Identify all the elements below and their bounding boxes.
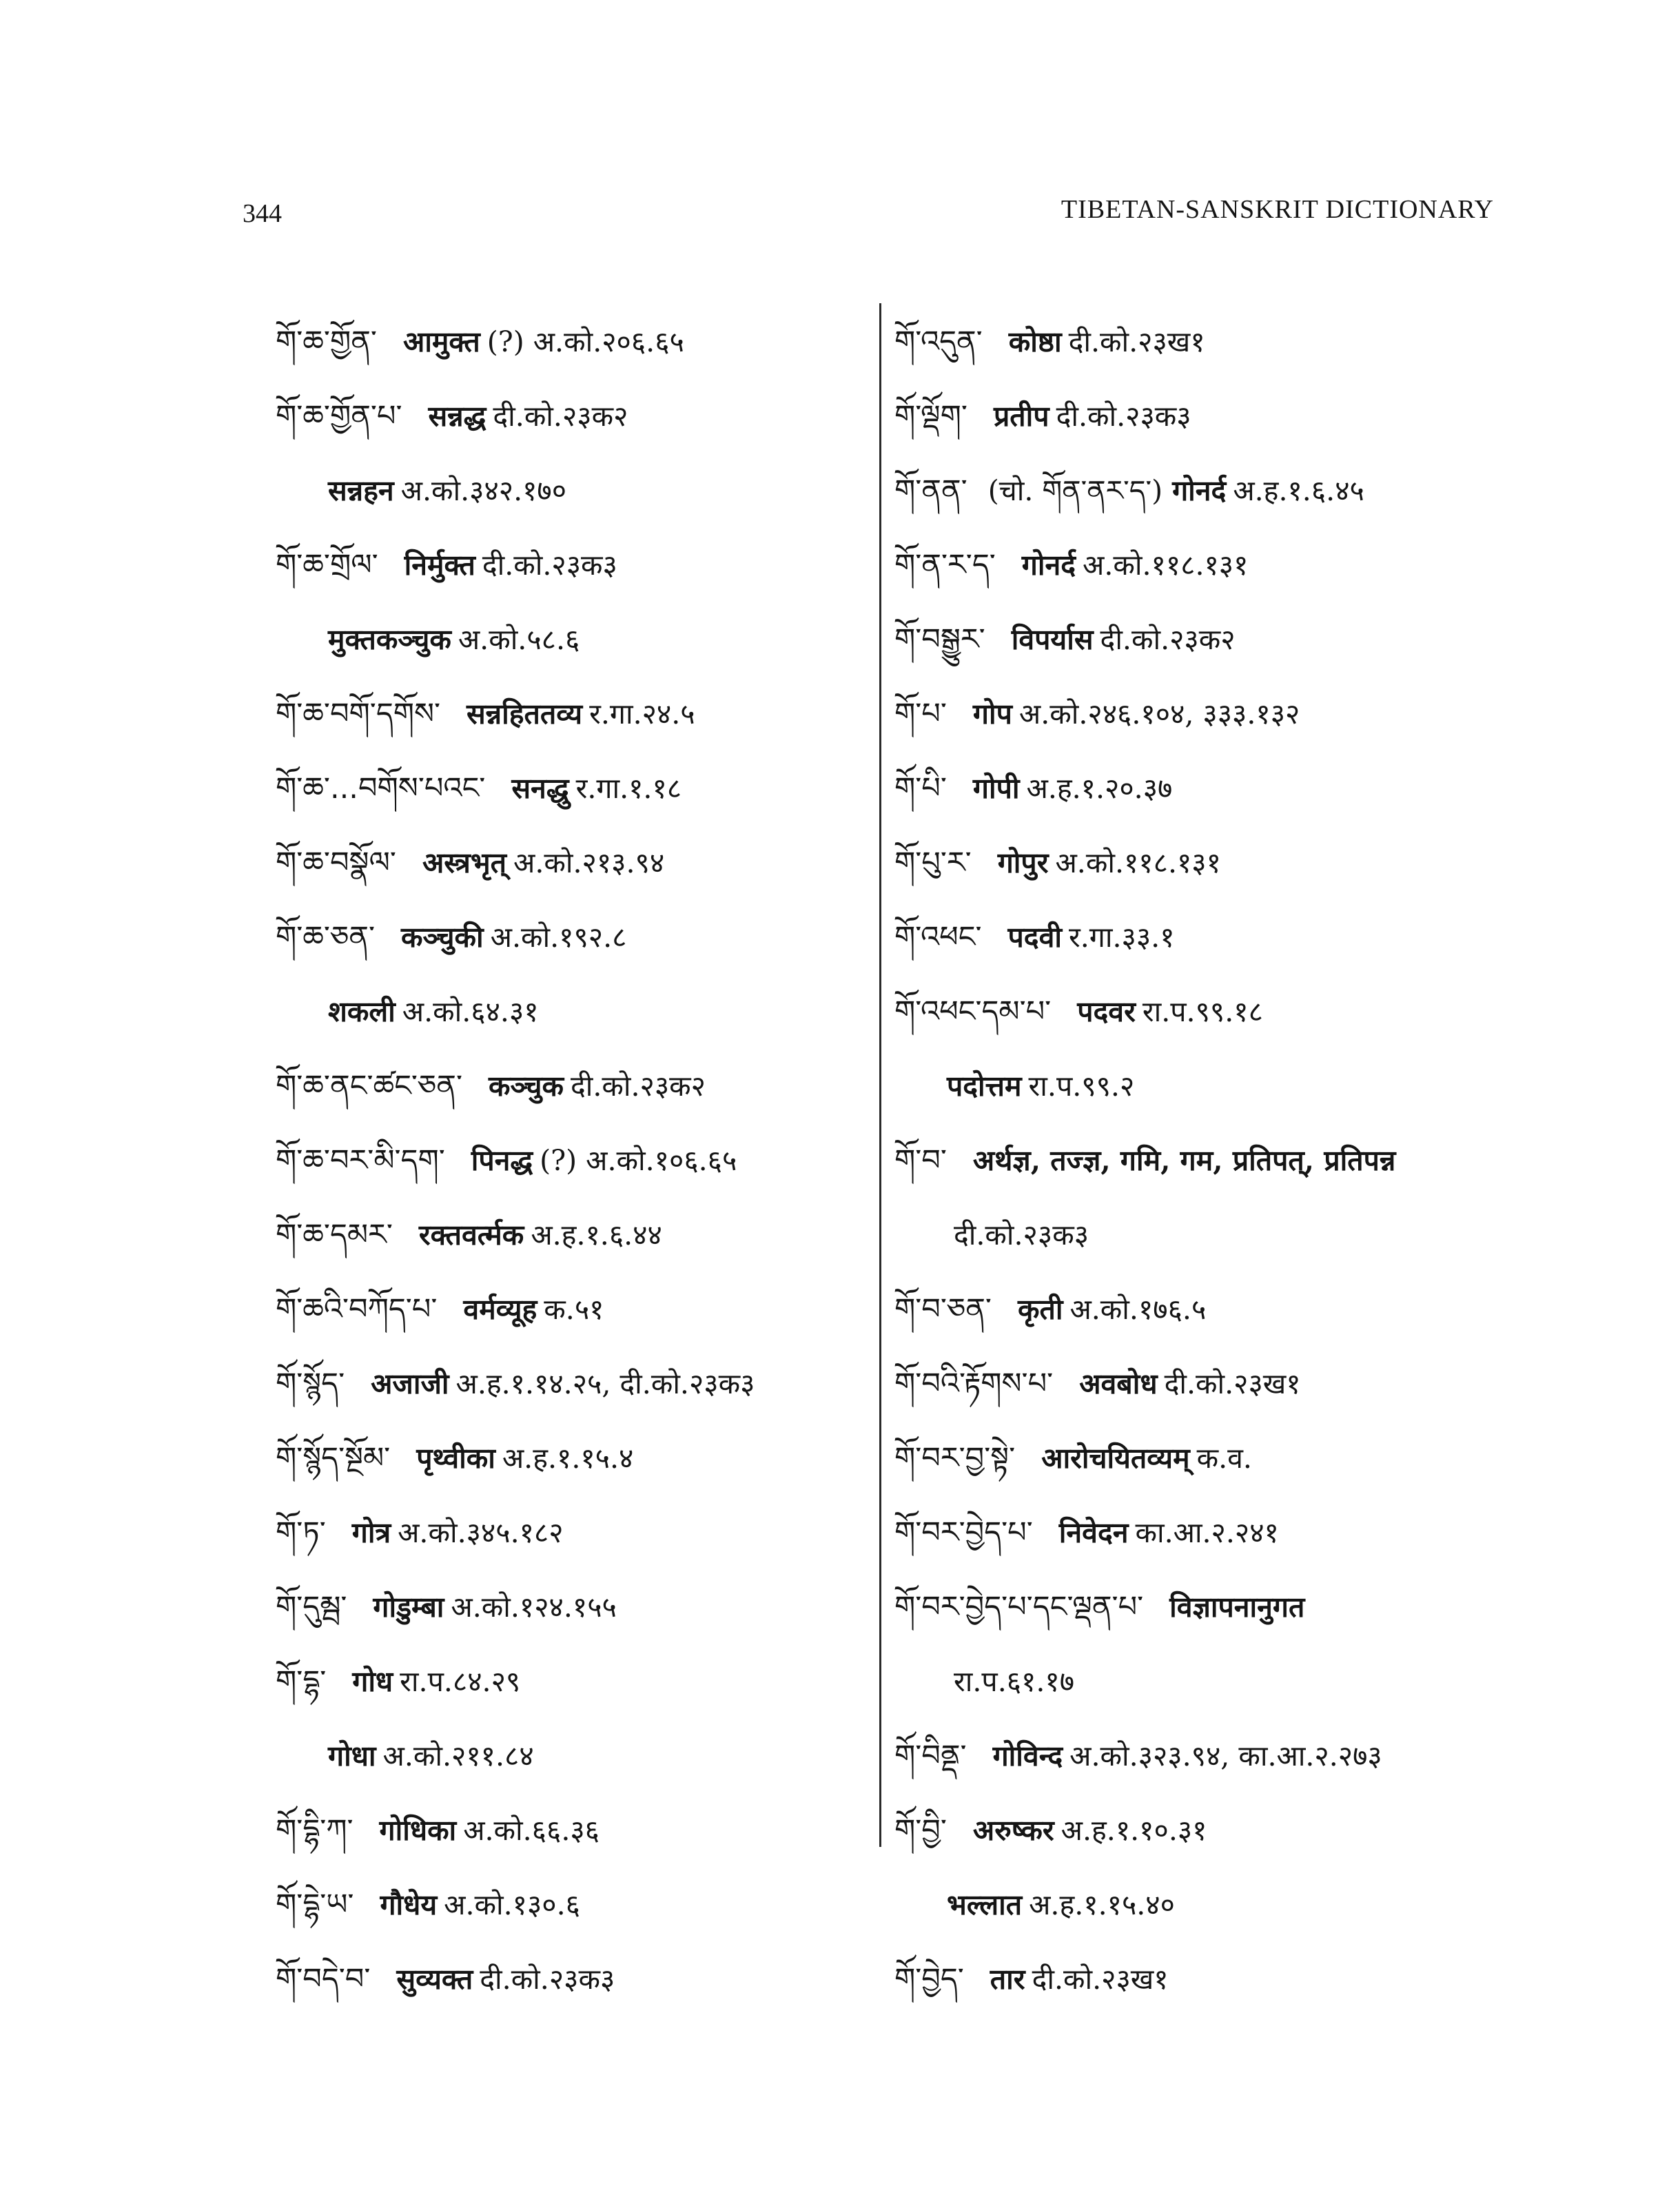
entry-continuation — [894, 1644, 1515, 1719]
sanskrit-equivalent: गोधिका — [379, 1814, 457, 1847]
dictionary-entry — [276, 1942, 854, 2016]
dictionary-entry — [894, 1272, 1515, 1347]
sanskrit-equivalent: निर्मुक्त — [404, 549, 475, 582]
source-reference: अ.को.११८.१३१ — [1083, 549, 1249, 582]
source-reference: रा.प.९९.१८ — [1142, 995, 1263, 1028]
dictionary-entry — [276, 751, 854, 826]
dictionary-entry — [276, 1644, 854, 1719]
tibetan-headword: གོ་འཕང་ — [894, 920, 982, 954]
sanskrit-equivalent: आमुक्त — [402, 325, 480, 358]
tibetan-headword: གོ་འཕང་དམ་པ་ — [894, 994, 1052, 1029]
source-reference: र.गा.१.१८ — [575, 772, 682, 805]
sanskrit-equivalent: कञ्चुकी — [401, 921, 484, 954]
tibetan-headword: གོ་པི་ — [894, 771, 947, 806]
sanskrit-equivalent: अस्त्रभृत् — [422, 846, 507, 879]
column-divider — [879, 303, 881, 1847]
sanskrit-equivalent: पदवी — [1007, 921, 1062, 954]
sanskrit-equivalent: गोत्र — [351, 1516, 391, 1549]
sanskrit-equivalent: अवबोध — [1079, 1367, 1158, 1400]
tibetan-headword: གོ་དྷ་ — [276, 1664, 327, 1699]
source-reference: दी.को.२३ख१ — [1032, 1963, 1169, 1996]
entry-note: (चो. གོན་ནར་ད་) — [987, 474, 1163, 507]
source-reference: अ.को.२४६.१०४, ३३३.१३२ — [1018, 697, 1300, 730]
tibetan-headword: གོ་བར་བྱ་སྟེ་ — [894, 1441, 1016, 1475]
sanskrit-equivalent: अजाजी — [371, 1367, 449, 1400]
tibetan-headword: གོ་བྱི་ — [894, 1813, 947, 1848]
sanskrit-equivalent: अर्थज्ञ, तज्ज्ञ, गमि, गम, प्रतिपत्, प्रतिपन्न — [972, 1144, 1396, 1177]
source-reference: र.गा.२४.५ — [589, 697, 695, 730]
source-reference: क.व. — [1196, 1442, 1252, 1475]
tibetan-headword: གོ་པུ་ར་ — [894, 846, 972, 880]
sanskrit-equivalent: आरोचयितव्यम् — [1041, 1442, 1190, 1475]
tibetan-headword: གོ་བ་ཅན་ — [894, 1292, 992, 1327]
sanskrit-equivalent: सन्नहन — [328, 474, 394, 507]
sanskrit-equivalent: निवेदन — [1058, 1516, 1129, 1549]
sanskrit-equivalent: तार — [990, 1963, 1025, 1996]
tibetan-headword: གོ་ན་ར་ད་ — [894, 548, 996, 582]
dictionary-entry — [276, 1421, 854, 1495]
tibetan-headword: གོ་བིནྡ་ — [894, 1739, 967, 1773]
dictionary-entry — [894, 751, 1515, 826]
dictionary-entry — [894, 379, 1515, 453]
dictionary-entry — [894, 1495, 1515, 1570]
dictionary-entry — [894, 602, 1515, 677]
entry-continuation — [276, 453, 854, 528]
sanskrit-equivalent: गोडुम्बा — [373, 1591, 444, 1624]
source-reference: दी.को.२३क३ — [482, 549, 617, 582]
sanskrit-equivalent: कोष्ठा — [1008, 325, 1062, 358]
tibetan-headword: གོ་སྙོད་སྔོམ་ — [276, 1441, 391, 1475]
sanskrit-equivalent: सन्नद्ध — [428, 400, 486, 433]
tibetan-headword: གོ་བདེ་བ་ — [276, 1962, 371, 1996]
dictionary-entry — [276, 826, 854, 900]
sanskrit-equivalent: शकली — [328, 995, 396, 1028]
dictionary-entry — [276, 1347, 854, 1421]
entry-continuation — [276, 602, 854, 677]
tibetan-headword: གོ་ཆ་གྱོན་པ་ — [276, 399, 402, 433]
source-reference: (?) अ.को.१०६.६५ — [540, 1144, 737, 1177]
sanskrit-equivalent: गोप — [972, 697, 1012, 730]
dictionary-entry — [276, 305, 854, 379]
sanskrit-equivalent: गोविन्द — [992, 1739, 1063, 1772]
source-reference: दी.को.२३क३ — [954, 1218, 1089, 1251]
tibetan-headword: གོ་དྷི་ཀ་ — [276, 1813, 354, 1848]
sanskrit-equivalent: पदोत्तम — [947, 1070, 1022, 1103]
source-reference: दी.को.२३ख१ — [1164, 1367, 1301, 1400]
dictionary-entry — [894, 900, 1515, 974]
tibetan-headword: གོ་ཆ་བསྣོལ་ — [276, 846, 396, 880]
tibetan-headword: གོ་བྱེད་ — [894, 1962, 964, 1996]
source-reference: का.आ.२.२४१ — [1135, 1516, 1279, 1549]
dictionary-entry — [276, 379, 854, 453]
tibetan-headword: གོ་བ་ — [894, 1143, 947, 1178]
dictionary-entry — [894, 1123, 1515, 1198]
entry-continuation — [894, 1049, 1515, 1123]
tibetan-headword: གོ་ཆ་གྲོལ་ — [276, 548, 378, 582]
tibetan-headword: གོ་ཆ་བར་མི་དག་ — [276, 1143, 445, 1178]
tibetan-headword: གོ་ཆ་བགོ་དགོས་ — [276, 697, 441, 731]
source-reference: दी.को.२३क३ — [480, 1963, 615, 1996]
sanskrit-equivalent: पिनद्ध — [471, 1144, 533, 1177]
entry-continuation — [894, 1868, 1515, 1942]
tibetan-headword: གོ་ཆ་ནང་ཚང་ཅན་ — [276, 1069, 462, 1103]
tibetan-headword: གོ་སྙོད་ — [276, 1367, 345, 1401]
tibetan-headword: གོ་ཆ་ཅན་ — [276, 920, 376, 954]
dictionary-entry — [276, 900, 854, 974]
dictionary-entry — [894, 453, 1515, 528]
sanskrit-equivalent: प्रतीप — [993, 400, 1049, 433]
dictionary-entry — [894, 1421, 1515, 1495]
source-reference: अ.को.१७६.५ — [1069, 1293, 1207, 1326]
tibetan-headword: གོ་ལྡོག་ — [894, 399, 967, 433]
sanskrit-equivalent: गोध — [352, 1665, 393, 1698]
source-reference: अ.को.३४२.१७० — [400, 474, 567, 507]
tibetan-headword: གོ་པ་ — [894, 697, 947, 731]
source-reference: अ.को.१२४.१५५ — [451, 1591, 617, 1624]
source-reference: र.गा.३३.१ — [1069, 921, 1175, 954]
sanskrit-equivalent: विपर्यास — [1011, 623, 1094, 656]
sanskrit-equivalent: मुक्तकञ्चुक — [328, 623, 451, 656]
sanskrit-equivalent: सनद्धु — [511, 772, 569, 805]
sanskrit-equivalent: अरुष्कर — [972, 1814, 1054, 1847]
source-reference: अ.को.२१३.९४ — [513, 846, 665, 879]
tibetan-headword: གོ་དྷེ་ཡ་ — [276, 1888, 354, 1922]
sanskrit-equivalent: सन्नहिततव्य — [467, 697, 583, 730]
dictionary-entry — [894, 305, 1515, 379]
source-reference: दी.को.२३क२ — [493, 400, 628, 433]
source-reference: अ.को.२११.८४ — [382, 1739, 534, 1772]
tibetan-headword: གོ་བའི་རྟོགས་པ་ — [894, 1367, 1054, 1401]
source-reference: अ.को.३४५.१८२ — [398, 1516, 564, 1549]
dictionary-entry — [276, 1123, 854, 1198]
sanskrit-equivalent: विज्ञापनानुगत — [1169, 1591, 1305, 1624]
sanskrit-equivalent: गोपी — [972, 772, 1020, 805]
sanskrit-equivalent: गोधा — [328, 1739, 376, 1772]
entry-continuation — [276, 1719, 854, 1793]
tibetan-headword: གོ་བསྒྱུར་ — [894, 622, 985, 657]
source-reference: अ.को.६६.३६ — [463, 1814, 600, 1847]
sanskrit-equivalent: पृथ्वीका — [416, 1442, 495, 1475]
source-reference: रा.प.९९.२ — [1028, 1070, 1135, 1103]
tibetan-headword: གོ་ཆ་གྱོན་ — [276, 325, 377, 359]
source-reference: अ.को.१९२.८ — [490, 921, 627, 954]
source-reference: दी.को.२३ख१ — [1068, 325, 1205, 358]
page-number: 344 — [243, 199, 282, 228]
dictionary-entry — [894, 1347, 1515, 1421]
dictionary-entry — [276, 1198, 854, 1272]
right-column — [894, 305, 1515, 2016]
dictionary-entry — [276, 1049, 854, 1123]
source-reference: क.५१ — [544, 1293, 604, 1326]
tibetan-headword: གོ་ཆ་དམར་ — [276, 1218, 393, 1252]
source-reference: अ.ह.१.६.४४ — [531, 1218, 662, 1251]
sanskrit-equivalent: कृती — [1017, 1293, 1063, 1326]
tibetan-headword: གོ་དུམྦ་ — [276, 1590, 347, 1624]
sanskrit-equivalent: पदवर — [1077, 995, 1136, 1028]
dictionary-entry — [276, 528, 854, 602]
left-column — [276, 305, 854, 2016]
tibetan-headword: གོ་བར་བྱེད་པ་ — [894, 1515, 1033, 1550]
source-reference: रा.प.८४.२९ — [400, 1665, 521, 1698]
source-reference: अ.ह.१.२०.३७ — [1026, 772, 1173, 805]
sanskrit-equivalent: रक्तवर्त्मक — [418, 1218, 524, 1251]
sanskrit-equivalent: गौधेय — [380, 1888, 438, 1921]
dictionary-entry — [276, 1793, 854, 1868]
dictionary-entry — [894, 677, 1515, 751]
source-reference: अ.ह.१.६.४५ — [1233, 474, 1364, 507]
dictionary-entry — [894, 1719, 1515, 1793]
tibetan-headword: གོ་ཏ་ — [276, 1515, 326, 1550]
dictionary-entry — [894, 826, 1515, 900]
dictionary-entry — [276, 1272, 854, 1347]
dictionary-entry — [894, 974, 1515, 1049]
sanskrit-equivalent: कञ्चुक — [489, 1070, 564, 1103]
tibetan-headword: གོ་འདུན་ — [894, 325, 983, 359]
source-reference: अ.को.६४.३१ — [402, 995, 539, 1028]
source-reference: अ.को.१३०.६ — [444, 1888, 580, 1921]
dictionary-entry — [276, 677, 854, 751]
sanskrit-equivalent: गोनर्द — [1021, 549, 1076, 582]
sanskrit-equivalent: भल्लात — [947, 1888, 1023, 1921]
dictionary-entry — [276, 1495, 854, 1570]
tibetan-headword: གོ་ནན་ — [894, 473, 967, 508]
source-reference: अ.ह.१.१४.२५, दी.को.२३क३ — [455, 1367, 755, 1400]
source-reference: अ.को.११८.१३१ — [1055, 846, 1221, 879]
running-title: TIBETAN-SANSKRIT DICTIONARY — [1061, 195, 1494, 224]
sanskrit-equivalent: गोपुर — [997, 846, 1049, 879]
sanskrit-equivalent: गोनर्द — [1172, 474, 1227, 507]
source-reference: दी.को.२३क३ — [1056, 400, 1191, 433]
entry-continuation — [276, 974, 854, 1049]
entry-continuation — [894, 1198, 1515, 1272]
source-reference: अ.ह.१.१०.३१ — [1061, 1814, 1207, 1847]
dictionary-entry — [894, 528, 1515, 602]
source-reference: (?) अ.को.२०६.६५ — [486, 325, 684, 358]
tibetan-headword: གོ་ཆའི་བཀོད་པ་ — [276, 1292, 438, 1327]
tibetan-headword: གོ་ཆ་...བགོས་པའང་ — [276, 771, 486, 806]
source-reference: अ.ह.१.१५.४० — [1029, 1888, 1175, 1921]
sanskrit-equivalent: वर्मव्यूह — [463, 1293, 537, 1326]
dictionary-entry — [894, 1942, 1515, 2016]
source-reference: अ.ह.१.१५.४ — [502, 1442, 634, 1475]
source-reference: रा.प.६१.१७ — [954, 1665, 1075, 1698]
source-reference: अ.को.३२३.९४, का.आ.२.२७३ — [1069, 1739, 1382, 1772]
source-reference: अ.को.५८.६ — [458, 623, 580, 656]
tibetan-headword: གོ་བར་བྱེད་པ་དང་ལྡན་པ་ — [894, 1590, 1144, 1624]
source-reference: दी.को.२३क२ — [1100, 623, 1236, 656]
source-reference: दी.को.२३क२ — [570, 1070, 706, 1103]
dictionary-entry — [894, 1570, 1515, 1644]
dictionary-entry — [894, 1793, 1515, 1868]
dictionary-entry — [276, 1570, 854, 1644]
sanskrit-equivalent: सुव्यक्त — [396, 1963, 473, 1996]
dictionary-entry — [276, 1868, 854, 1942]
